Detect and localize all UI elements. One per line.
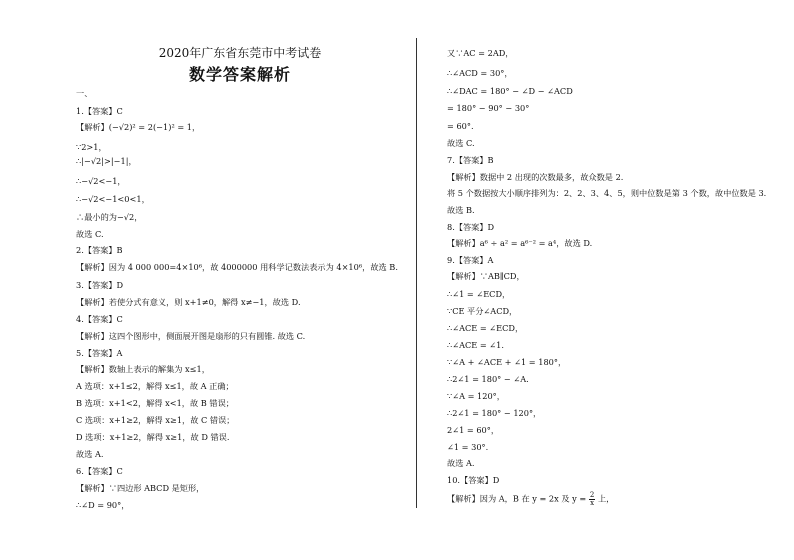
answer-line: ∴∠ACD = 30°， xyxy=(447,68,513,78)
answer-line: 又∵AC = 2AD， xyxy=(447,48,514,58)
fraction xyxy=(589,492,595,507)
answer-line: ∴最小的为−√2， xyxy=(76,212,143,222)
answer-line: 4.【答案】C xyxy=(76,314,123,324)
answer-line: ∴−√2<−1<0<1， xyxy=(76,194,150,204)
answer-line: 故选 A. xyxy=(447,458,475,468)
answer-line: ∴∠1 = ∠ECD， xyxy=(447,289,511,299)
answer-line: 7.【答案】B xyxy=(447,155,494,165)
answer-line: 1.【答案】C xyxy=(76,106,123,116)
answer-line: ∴∠D = 90°， xyxy=(76,500,130,510)
answer-line: 10.【答案】D xyxy=(447,475,500,485)
answer-line: 故选 A. xyxy=(76,449,104,459)
answer-line: B 选项：x+1<2，解得 x<1，故 B 错误； xyxy=(76,398,234,408)
answer-line: = 60°. xyxy=(447,121,474,131)
answer-line: 3.【答案】D xyxy=(76,280,124,290)
answer-line: 5.【答案】A xyxy=(76,348,123,358)
answer-line: ∴∠ACE = ∠1. xyxy=(447,340,504,350)
answer-line: ∴|−√2|>|−1|， xyxy=(76,156,137,166)
page-subtitle: 数学答案解析 xyxy=(188,65,291,84)
answer-line: 【解析】这四个图形中，侧面展开图是扇形的只有圆锥. 故选 C. xyxy=(76,331,306,341)
answer-line: ∵∠A + ∠ACE + ∠1 = 180°， xyxy=(447,357,567,367)
column-divider xyxy=(416,38,417,508)
answer-line: D 选项：x+1≥2，解得 x≥1，故 D 错误. xyxy=(76,432,230,442)
answer-line: 【解析】因为 4 000 000=4×10⁶，故 4000000 用科学记数法表示为 4×10⁶，故选 B. xyxy=(76,262,398,272)
answer-line: C 选项：x+1≥2，解得 x≥1，故 C 错误； xyxy=(76,415,235,425)
answer-line: 9.【答案】A xyxy=(447,255,494,265)
answer-line: ∴−√2<−1， xyxy=(76,176,126,186)
answer-line: 2∠1 = 60°， xyxy=(447,425,500,435)
answer-line: 【解析】∵四边形 ABCD 是矩形， xyxy=(76,483,205,493)
answer-line: ∵∠A = 120°， xyxy=(447,391,505,401)
answer-line: 【解析】数轴上表示的解集为 x≤1， xyxy=(76,364,210,374)
answer-line: 2.【答案】B xyxy=(76,245,123,255)
answer-line: A 选项：x+1≤2，解得 x≤1，故 A 正确； xyxy=(76,381,234,391)
answer-line: 故选 C. xyxy=(76,229,104,239)
fraction-denominator: x xyxy=(590,499,595,507)
answer-line-last xyxy=(447,492,614,507)
answer-line: ∵CE 平分∠ACD， xyxy=(447,306,518,316)
last-line-suffix: 上， xyxy=(597,493,615,504)
answer-line: ∠1 = 30°. xyxy=(447,442,489,452)
page-title: 2020年广东省东莞市中考试卷 xyxy=(158,46,322,60)
last-line-prefix: 【解析】因为 A，B 在 y = 2x 及 y = xyxy=(447,493,587,504)
answer-line: ∴2∠1 = 180° − ∠A. xyxy=(447,374,529,384)
answer-line: 一、 xyxy=(76,88,93,98)
answer-line: 【解析】若使分式有意义，则 x+1≠0，解得 x≠−1，故选 D. xyxy=(76,297,301,307)
answer-line: 8.【答案】D xyxy=(447,222,495,232)
answer-line: ∵2>1， xyxy=(76,142,107,152)
answer-line: 故选 C. xyxy=(447,138,475,148)
answer-line: 故选 B. xyxy=(447,205,475,215)
answer-line: = 180° − 90° − 30° xyxy=(447,103,530,113)
answer-line: ∴∠ACE = ∠ECD， xyxy=(447,323,524,333)
answer-line: 6.【答案】C xyxy=(76,466,123,476)
fraction-numerator: 2 xyxy=(589,491,595,499)
answer-line: 【解析】数据中 2 出现的次数最多，故众数是 2. xyxy=(447,172,624,182)
answer-line: ∴2∠1 = 180° − 120°， xyxy=(447,408,542,418)
answer-line: 【解析】a⁶ ÷ a² = a⁶⁻² = a⁴，故选 D. xyxy=(447,238,593,248)
answer-line: 【解析】(−√2)² = 2(−1)² = 1， xyxy=(76,122,201,132)
answer-line: 将 5 个数据按大小顺序排列为：2、2、3、4、5，则中位数是第 3 个数，故中位数是 3. xyxy=(447,188,767,198)
answer-line: ∴∠DAC = 180° − ∠D − ∠ACD xyxy=(447,86,573,96)
answer-line: 【解析】∵AB∥CD， xyxy=(447,271,525,281)
